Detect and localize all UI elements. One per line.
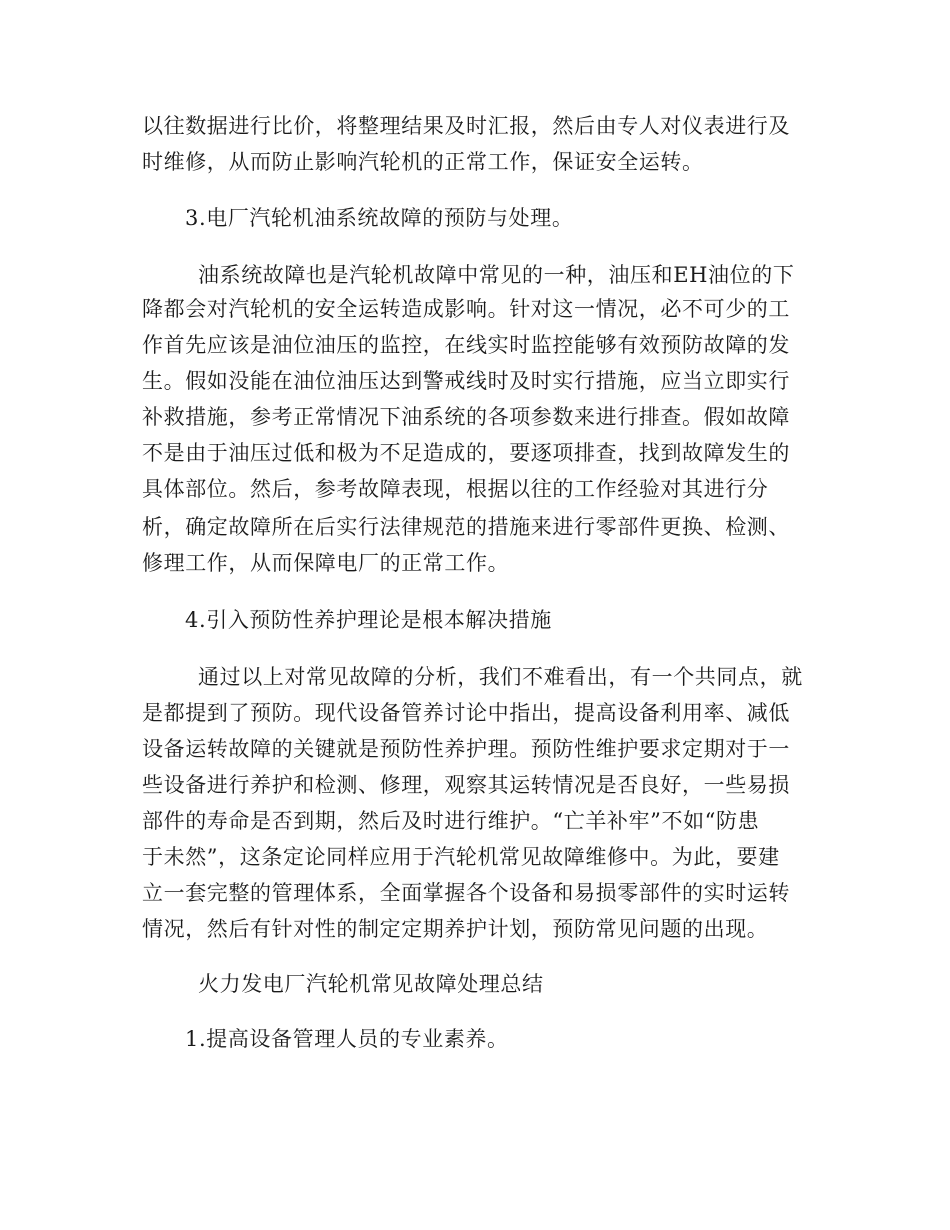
oil-paragraph-line-9: 修理工作，从而保障电厂的正常工作。 [142, 551, 510, 575]
prevention-paragraph-line-7: 立一套完整的管理体系，全面掌握各个设备和易损零部件的实时运转 [142, 881, 790, 905]
prevention-paragraph-line-6: 于未然”，这条定论同样应用于汽轮机常见故障维修中。为此，要建 [142, 845, 780, 869]
prevention-paragraph-line-1: 通过以上对常见故障的分析，我们不难看出，有一个共同点，就 [198, 665, 803, 689]
heading-staff-quality: 1.提高设备管理人员的专业素养。 [185, 1027, 509, 1051]
oil-paragraph-line-8: 析，确定故障所在后实行法律规范的措施来进行零部件更换、检测、 [142, 515, 790, 539]
prevention-paragraph-line-5: 部件的寿命是否到期，然后及时进行维护。“亡羊补牢”不如“防患 [142, 809, 760, 833]
oil-paragraph-line-7: 具体部位。然后，参考故障表现，根据以往的工作经验对其进行分 [142, 477, 769, 501]
heading-oil-system: 3.电厂汽轮机油系统故障的预防与处理。 [185, 206, 574, 230]
prevention-paragraph-line-3: 设备运转故障的关键就是预防性养护理。预防性维护要求定期对于一 [142, 737, 790, 761]
continuation-line-2: 时维修，从而防止影响汽轮机的正常工作，保证安全运转。 [142, 150, 704, 174]
prevention-paragraph-line-2: 是都提到了预防。现代设备管养讨论中指出，提高设备利用率、减低 [142, 701, 790, 725]
oil-paragraph-line-5: 补救措施，参考正常情况下油系统的各项参数来进行排查。假如故障 [142, 405, 790, 429]
oil-paragraph-line-2: 降都会对汽轮机的安全运转造成影响。针对这一情况，必不可少的工 [142, 297, 790, 321]
oil-paragraph-line-3: 作首先应该是油位油压的监控，在线实时监控能够有效预防故障的发 [142, 333, 790, 357]
oil-paragraph-line-1: 油系统故障也是汽轮机故障中常见的一种，油压和EH油位的下 [198, 263, 795, 287]
oil-paragraph-line-4: 生。假如没能在油位油压达到警戒线时及时实行措施，应当立即实行 [142, 369, 790, 393]
continuation-line-1: 以往数据进行比价，将整理结果及时汇报，然后由专人对仪表进行及 [142, 114, 790, 138]
heading-preventive-maintenance: 4.引入预防性养护理论是根本解决措施 [185, 608, 552, 632]
oil-paragraph-line-6: 不是由于油压过低和极为不足造成的，要逐项排查，找到故障发生的 [142, 441, 790, 465]
prevention-paragraph-line-4: 些设备进行养护和检测、修理，观察其运转情况是否良好，一些易损 [142, 773, 790, 797]
prevention-paragraph-line-8: 情况，然后有针对性的制定定期养护计划，预防常见问题的出现。 [142, 917, 769, 941]
section-title-summary: 火力发电厂汽轮机常见故障处理总结 [198, 972, 544, 996]
